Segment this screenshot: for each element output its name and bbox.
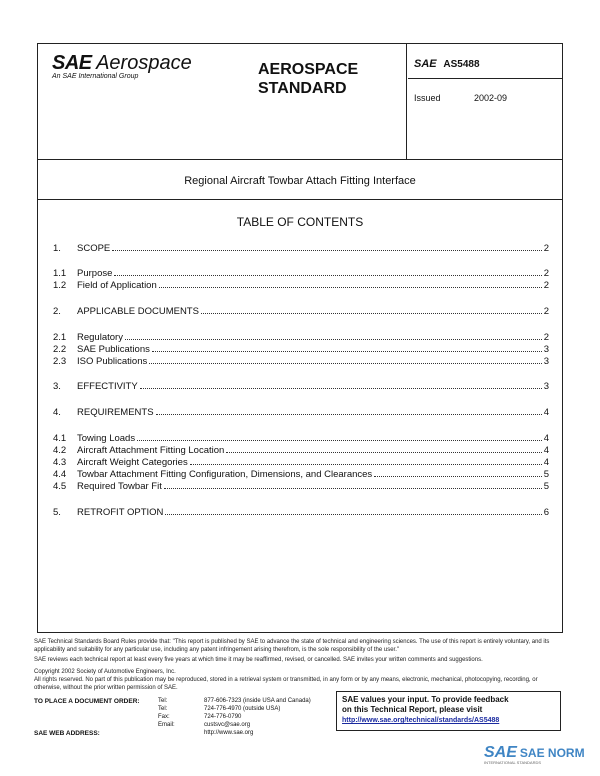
toc-entry-label: Field of Application xyxy=(77,280,157,291)
document-title-row xyxy=(38,159,562,200)
toc-entry-page: 2 xyxy=(543,332,549,343)
copyright-text: Copyright 2002 Society of Automotive Engineers, Inc. xyxy=(34,669,176,675)
contact-key: Tel: xyxy=(158,706,168,712)
toc-entry-number: 4.5 xyxy=(53,481,67,492)
toc-leader-dots xyxy=(149,363,541,364)
web-address-link[interactable]: http://www.sae.org xyxy=(204,730,254,736)
toc-entry-label: APPLICABLE DOCUMENTS xyxy=(77,306,199,317)
web-address xyxy=(158,730,253,736)
toc-entry-number: 5. xyxy=(53,507,61,518)
standard-title xyxy=(258,60,378,98)
toc-entry-number: 4.1 xyxy=(53,433,67,444)
feedback-line2: on this Technical Report, please visit xyxy=(342,705,483,714)
toc-entry[interactable] xyxy=(53,355,549,367)
toc-entry-number: 1.2 xyxy=(53,280,67,291)
toc-title: TABLE OF CONTENTS xyxy=(236,215,364,229)
toc-entry-label: SCOPE xyxy=(77,243,111,254)
toc-entry-number: 4.3 xyxy=(53,457,67,468)
standard-title-line1: AEROSPACE xyxy=(258,61,359,78)
toc-entry[interactable] xyxy=(53,279,549,291)
contact-value: 724-776-0790 xyxy=(204,714,242,720)
toc-leader-dots xyxy=(201,313,542,314)
order-label: TO PLACE A DOCUMENT ORDER: xyxy=(34,698,140,705)
board-rules-text: SAE Technical Standards Board Rules provide that: "This report is published by SAE to advance the state of technical and engineering sciences. The use of this report is entirely voluntary, and its applicability and suitability for any particular use, including any patent infringement arising therefrom, is the sole responsibility of the user." xyxy=(34,639,550,653)
toc-leader-dots xyxy=(226,452,541,453)
toc-entry-number: 4.4 xyxy=(53,469,67,480)
contact-email xyxy=(158,722,250,728)
review-text: SAE reviews each technical report at least every five years at which time it may be reaffirmed, revised, or cancelled. SAE invites your written comments and suggestions. xyxy=(34,657,483,663)
toc-entry[interactable] xyxy=(53,444,549,456)
toc-entry-page: 3 xyxy=(543,344,549,355)
toc-entry[interactable] xyxy=(53,432,549,444)
contact-tel-1 xyxy=(158,698,311,704)
sae-norm-logo xyxy=(484,744,585,765)
contact-value: 877-606-7323 (inside USA and Canada) xyxy=(204,698,311,704)
toc-entry[interactable] xyxy=(53,343,549,355)
issued-label: Issued xyxy=(414,93,441,103)
document-frame xyxy=(37,43,563,633)
toc-entry-page: 2 xyxy=(543,280,549,291)
toc-leader-dots xyxy=(137,440,542,441)
toc-leader-dots xyxy=(190,464,542,465)
sae-aerospace-logo xyxy=(52,52,192,80)
toc-leader-dots xyxy=(152,351,542,352)
toc-entry-label: RETROFIT OPTION xyxy=(77,507,164,518)
doc-sae-mark: SAE xyxy=(414,58,437,70)
contact-tel-2 xyxy=(158,706,280,712)
toc-entry-number: 1.1 xyxy=(53,268,67,279)
logo-aerospace-text: Aerospace xyxy=(96,52,192,74)
document-title: Regional Aircraft Towbar Attach Fitting Interface xyxy=(184,175,416,187)
toc-entry[interactable] xyxy=(53,456,549,468)
toc-entry-number: 4. xyxy=(53,407,61,418)
toc-entry-page: 4 xyxy=(543,407,549,418)
toc-entry[interactable] xyxy=(53,468,549,480)
toc-entry[interactable] xyxy=(53,242,549,254)
toc-entry-label: EFFECTIVITY xyxy=(77,381,138,392)
toc-entry-number: 3. xyxy=(53,381,61,392)
toc-entry-page: 2 xyxy=(543,268,549,279)
toc-entry-number: 2. xyxy=(53,306,61,317)
toc-entry-label: Required Towbar Fit xyxy=(77,481,162,492)
toc-entry-number: 4.2 xyxy=(53,445,67,456)
toc-entry-page: 2 xyxy=(543,243,549,254)
toc-entry-page: 3 xyxy=(543,381,549,392)
toc-entry-page: 4 xyxy=(543,457,549,468)
document-number xyxy=(414,58,480,70)
toc-leader-dots xyxy=(374,476,542,477)
toc-entry-page: 3 xyxy=(543,356,549,367)
toc-leader-dots xyxy=(140,388,542,389)
logo-subtitle: An SAE International Group xyxy=(52,73,139,80)
web-address-label: SAE WEB ADDRESS: xyxy=(34,730,100,737)
toc-entry[interactable] xyxy=(53,305,549,317)
toc-leader-dots xyxy=(156,414,542,415)
toc-entry-page: 6 xyxy=(543,507,549,518)
contact-value: 724-776-4970 (outside USA) xyxy=(204,706,281,712)
header-row xyxy=(38,44,562,160)
toc-leader-dots xyxy=(165,514,541,515)
feedback-link[interactable]: http://www.sae.org/technical/standards/AS5488 xyxy=(342,717,500,724)
norm-logo-text: SAE NORM xyxy=(519,746,585,760)
toc-entry[interactable] xyxy=(53,331,549,343)
toc-entry-page: 4 xyxy=(543,445,549,456)
norm-logo-mark: SAE xyxy=(484,744,517,761)
contact-fax xyxy=(158,714,241,720)
logo-sae-text: SAE xyxy=(52,52,92,74)
norm-logo-tagline: INTERNATIONAL STANDARDS xyxy=(484,760,542,765)
toc-entry-number: 2.1 xyxy=(53,332,67,343)
toc-entry-label: Aircraft Attachment Fitting Location xyxy=(77,445,225,456)
toc-entry-label: SAE Publications xyxy=(77,344,150,355)
contact-email-link[interactable]: custsvc@sae.org xyxy=(204,722,251,728)
contact-key: Fax: xyxy=(158,714,170,720)
toc-entry[interactable] xyxy=(53,380,549,392)
toc-entry-page: 5 xyxy=(543,469,549,480)
toc-entry-label: Purpose xyxy=(77,268,113,279)
toc-entry-label: REQUIREMENTS xyxy=(77,407,154,418)
issued-value: 2002-09 xyxy=(474,93,508,103)
doc-number-value: AS5488 xyxy=(443,59,480,70)
feedback-line1: SAE values your input. To provide feedback xyxy=(342,695,509,704)
toc-entry[interactable] xyxy=(53,267,549,279)
toc-entry[interactable] xyxy=(53,406,549,418)
toc-entry-label: Towing Loads xyxy=(77,433,136,444)
toc-entry-number: 2.3 xyxy=(53,356,67,367)
toc-leader-dots xyxy=(114,275,541,276)
toc-leader-dots xyxy=(112,250,541,251)
rights-text: All rights reserved. No part of this publication may be reproduced, stored in a retrieval system or transmitted, in any form or by any means, electronic, mechanical, photocopying, recording, or otherwise, without the prior written permission of SAE. xyxy=(34,677,538,691)
standard-title-line2: STANDARD xyxy=(258,80,347,97)
toc-entry-page: 4 xyxy=(543,433,549,444)
toc-leader-dots xyxy=(125,339,542,340)
doc-number-underline xyxy=(408,78,562,79)
toc-entry-label: Towbar Attachment Fitting Configuration, Dimensions, and Clearances xyxy=(77,469,373,480)
toc-entry-number: 1. xyxy=(53,243,61,254)
toc-entry[interactable] xyxy=(53,506,549,518)
toc-entry-label: Regulatory xyxy=(77,332,123,343)
contact-key: Email: xyxy=(158,722,175,728)
toc-entry-label: ISO Publications xyxy=(77,356,148,367)
toc-entry-label: Aircraft Weight Categories xyxy=(77,457,188,468)
toc-leader-dots xyxy=(159,287,542,288)
feedback-box xyxy=(336,691,561,731)
toc-entry[interactable] xyxy=(53,480,549,492)
toc-leader-dots xyxy=(164,488,542,489)
contact-key: Tel: xyxy=(158,698,168,704)
header-divider xyxy=(406,44,407,159)
toc-entry-page: 5 xyxy=(543,481,549,492)
toc-entry-page: 2 xyxy=(543,306,549,317)
toc-entry-number: 2.2 xyxy=(53,344,67,355)
